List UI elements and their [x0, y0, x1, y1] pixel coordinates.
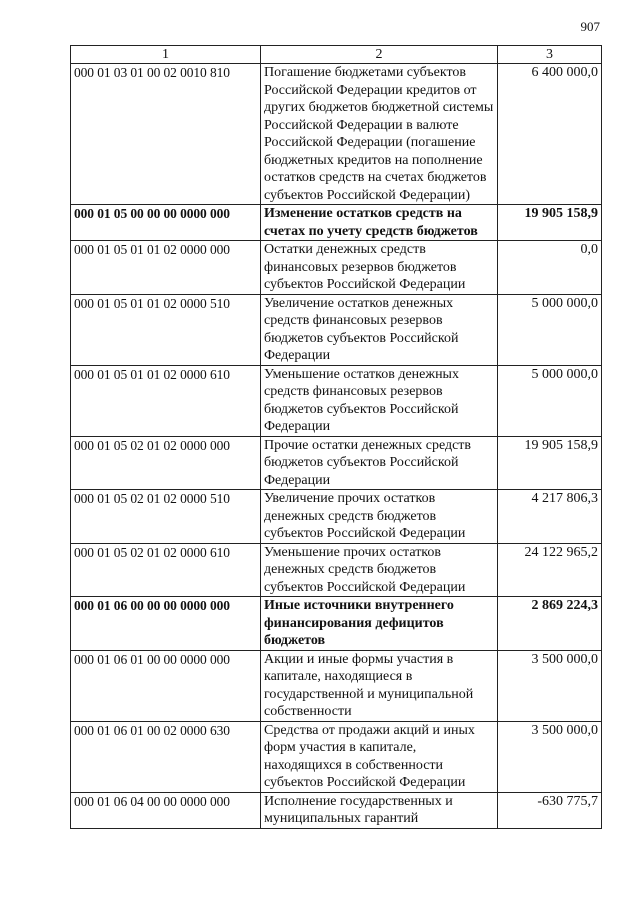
- table-body: [71, 64, 602, 829]
- amount-cell: 2 869 224,3: [498, 597, 602, 651]
- code-cell: 000 01 05 01 01 02 0000 000: [71, 241, 261, 295]
- name-cell: Акции и иные формы участия в капитале, находящиеся в государственной и муниципальной собственности: [261, 650, 498, 721]
- table-row: [71, 436, 602, 490]
- code-cell: 000 01 05 02 01 02 0000 000: [71, 436, 261, 490]
- table-row: [71, 490, 602, 544]
- table-row: [71, 365, 602, 436]
- amount-cell: -630 775,7: [498, 792, 602, 828]
- name-cell: Увеличение прочих остатков денежных средств бюджетов субъектов Российской Федерации: [261, 490, 498, 544]
- code-cell: 000 01 05 01 01 02 0000 610: [71, 365, 261, 436]
- name-cell: Изменение остатков средств на счетах по учету средств бюджетов: [261, 205, 498, 241]
- amount-cell: 5 000 000,0: [498, 294, 602, 365]
- amount-cell: 3 500 000,0: [498, 650, 602, 721]
- amount-cell: 19 905 158,9: [498, 436, 602, 490]
- table-row: [71, 597, 602, 651]
- code-cell: 000 01 06 01 00 00 0000 000: [71, 650, 261, 721]
- code-cell: 000 01 05 01 01 02 0000 510: [71, 294, 261, 365]
- name-cell: Погашение бюджетами субъектов Российской Федерации кредитов от других бюджетов бюджетной системы Российской Федерации в валюте Российской Федерации (погашение бюджетных кредитов на пополнение остатков средств на счетах бюджетов субъектов Российской Федерации): [261, 64, 498, 205]
- amount-cell: 24 122 965,2: [498, 543, 602, 597]
- code-cell: 000 01 06 01 00 02 0000 630: [71, 721, 261, 792]
- budget-sources-table: [70, 45, 602, 829]
- amount-cell: 4 217 806,3: [498, 490, 602, 544]
- table-row: [71, 205, 602, 241]
- code-cell: 000 01 05 02 01 02 0000 510: [71, 490, 261, 544]
- column-header-code: 1: [71, 46, 261, 64]
- amount-cell: 6 400 000,0: [498, 64, 602, 205]
- code-cell: 000 01 05 00 00 00 0000 000: [71, 205, 261, 241]
- name-cell: Уменьшение остатков денежных средств финансовых резервов бюджетов субъектов Российской Федерации: [261, 365, 498, 436]
- code-cell: 000 01 03 01 00 02 0010 810: [71, 64, 261, 205]
- amount-cell: 5 000 000,0: [498, 365, 602, 436]
- name-cell: Остатки денежных средств финансовых резервов бюджетов субъектов Российской Федерации: [261, 241, 498, 295]
- table-row: [71, 721, 602, 792]
- table-row: [71, 294, 602, 365]
- table-row: [71, 792, 602, 828]
- table-row: [71, 650, 602, 721]
- name-cell: Исполнение государственных и муниципальных гарантий: [261, 792, 498, 828]
- code-cell: 000 01 05 02 01 02 0000 610: [71, 543, 261, 597]
- amount-cell: 0,0: [498, 241, 602, 295]
- name-cell: Уменьшение прочих остатков денежных средств бюджетов субъектов Российской Федерации: [261, 543, 498, 597]
- table-row: [71, 241, 602, 295]
- table-row: [71, 543, 602, 597]
- table-row: [71, 64, 602, 205]
- column-header-name: 2: [261, 46, 498, 64]
- name-cell: Увеличение остатков денежных средств финансовых резервов бюджетов субъектов Российской Федерации: [261, 294, 498, 365]
- code-cell: 000 01 06 04 00 00 0000 000: [71, 792, 261, 828]
- column-header-amount: 3: [498, 46, 602, 64]
- code-cell: 000 01 06 00 00 00 0000 000: [71, 597, 261, 651]
- name-cell: Средства от продажи акций и иных форм участия в капитале, находящихся в собственности субъектов Российской Федерации: [261, 721, 498, 792]
- name-cell: Прочие остатки денежных средств бюджетов субъектов Российской Федерации: [261, 436, 498, 490]
- table-header-row: [71, 46, 602, 64]
- amount-cell: 19 905 158,9: [498, 205, 602, 241]
- amount-cell: 3 500 000,0: [498, 721, 602, 792]
- name-cell: Иные источники внутреннего финансирования дефицитов бюджетов: [261, 597, 498, 651]
- page-number: 907: [580, 19, 600, 34]
